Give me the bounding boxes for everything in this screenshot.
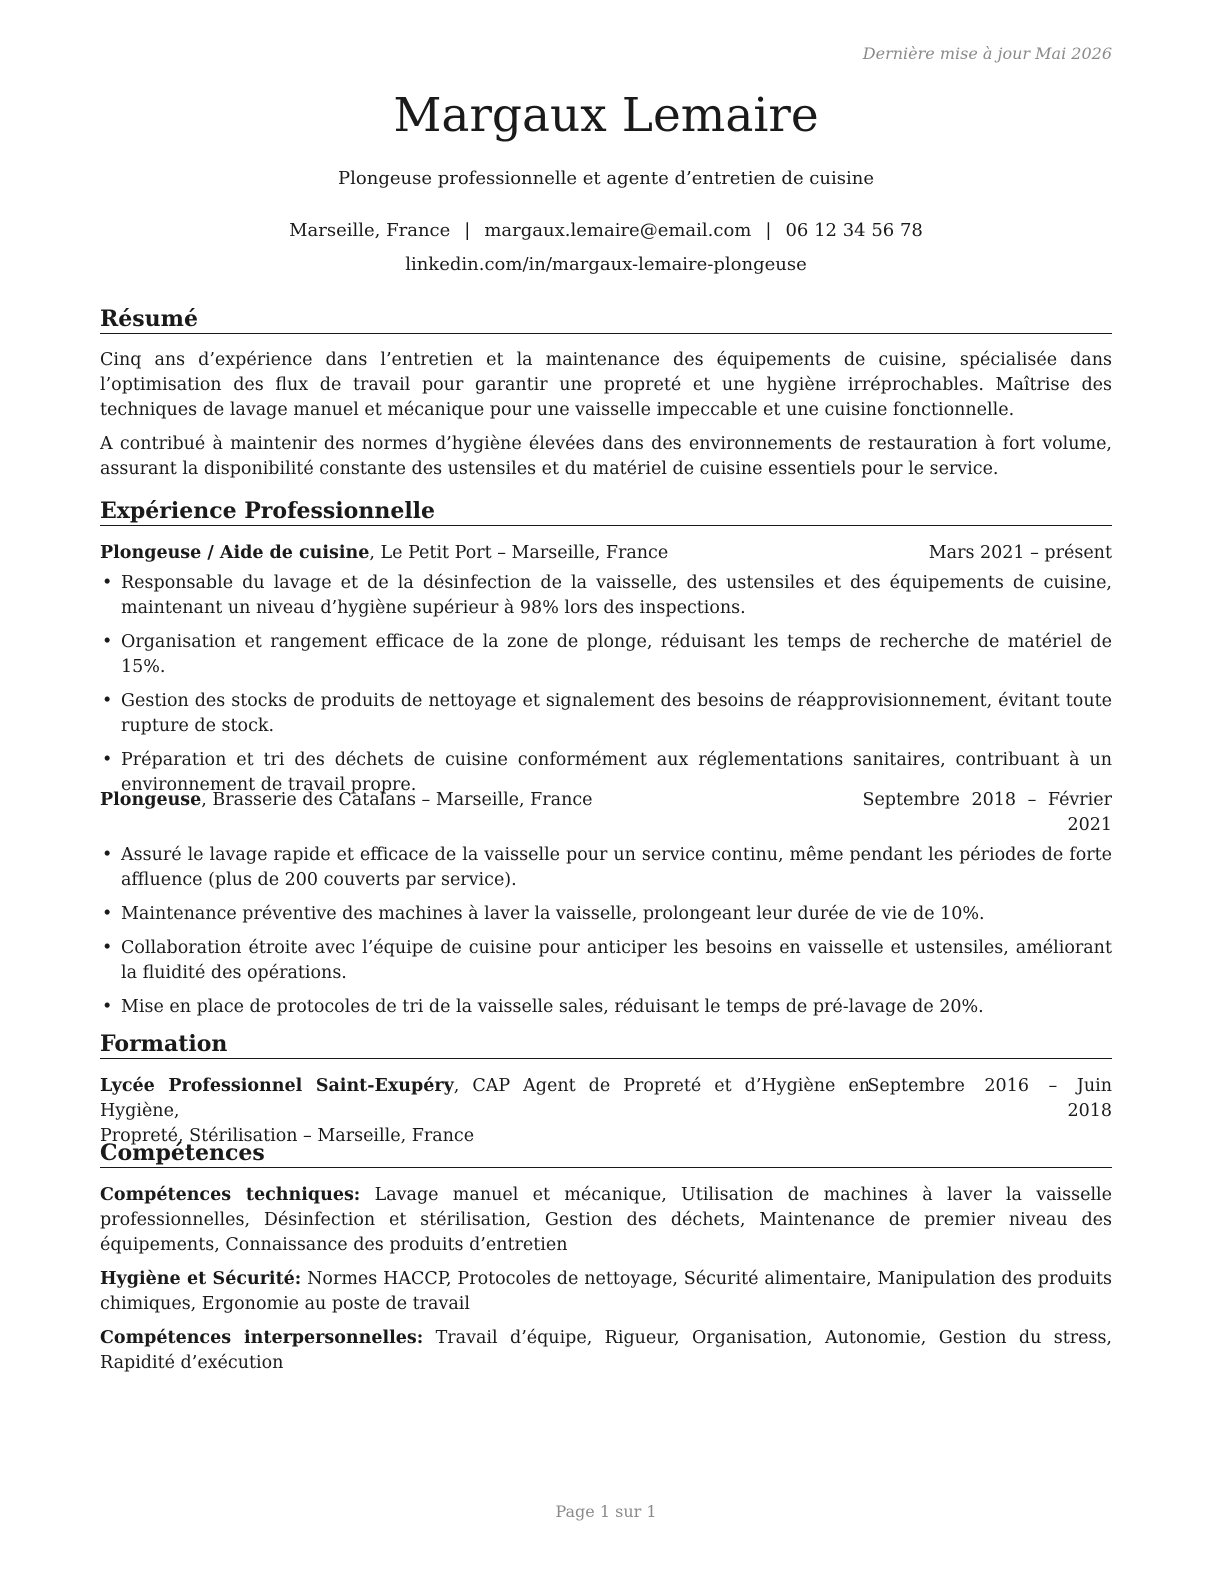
job-title-line — [100, 788, 593, 813]
skill-group — [100, 1267, 1112, 1317]
contact-separator: | — [464, 220, 471, 241]
phone-text: 06 12 34 56 78 — [785, 220, 923, 241]
skill-group — [100, 1326, 1112, 1376]
education-dates — [867, 1074, 1112, 1124]
job-bullets — [100, 571, 1112, 807]
list-item: • Assuré le lavage rapide et efficace de la vaisselle pour un service continu, même pendant les périodes de forte affluence (plus de 200 couverts par service). — [100, 843, 1112, 893]
list-item: • Préparation et tri des déchets de cuisine conformément aux réglementations sanitaires, contribuant à un environnement de travail propre. — [100, 748, 1112, 798]
education-entry — [100, 1074, 1112, 1146]
education-dates-line: Septembre 2016 – Juin — [867, 1076, 1112, 1096]
location-text: Marseille, France — [289, 220, 451, 241]
page-number: Page 1 sur 1 — [555, 1502, 657, 1521]
last-updated-note: Dernière mise à jour Mai 2026 — [862, 44, 1112, 63]
section-title-skills: Compétences — [100, 1140, 1112, 1168]
skill-label: Compétences techniques: — [100, 1185, 361, 1205]
job-company: , Le Petit Port – Marseille, France — [369, 543, 669, 563]
list-item: • Responsable du lavage et de la désinfection de la vaisselle, des ustensiles et des équipements de cuisine, maintenant un niveau d’hygiène supérieur à 98% lors des inspections. — [100, 571, 1112, 621]
job-role: Plongeuse — [100, 790, 202, 810]
education-text — [100, 1074, 870, 1149]
school-name: Lycée Professionnel Saint-Exupéry — [100, 1076, 454, 1096]
job-role: Plongeuse / Aide de cuisine — [100, 543, 370, 563]
job-company: , Brasserie des Catalans – Marseille, France — [201, 790, 593, 810]
job-dates: Mars 2021 – présent — [928, 543, 1112, 563]
skill-text: Normes HACCP, Protocoles de nettoyage, Sécurité alimentaire, Manipulation des produits chimiques, Ergonomie au poste de travail — [100, 1269, 1112, 1314]
job-dates-line: 2021 — [1067, 815, 1112, 835]
job-dates-line: Septembre 2018 – Février — [862, 790, 1112, 810]
linkedin-link[interactable]: linkedin.com/in/margaux-lemaire-plongeuse — [405, 254, 807, 275]
candidate-headline: Plongeuse professionnelle et agente d’entretien de cuisine — [338, 168, 874, 189]
email-link[interactable]: margaux.lemaire@email.com — [484, 220, 752, 241]
summary-paragraph: A contribué à maintenir des normes d’hygiène élevées dans des environnements de restauration à fort volume, assurant la disponibilité constante des ustensiles et du matériel de cuisine essentiels pour le service. — [100, 434, 1112, 479]
section-title-education: Formation — [100, 1031, 1112, 1059]
skill-label: Hygiène et Sécurité: — [100, 1269, 302, 1289]
job-bullets — [100, 843, 1112, 1029]
list-item: • Mise en place de protocoles de tri de la vaisselle sales, réduisant le temps de pré-lavage de 20%. — [100, 995, 1112, 1020]
job-dates — [862, 788, 1112, 838]
degree-text: , CAP Agent de Propreté et d’Hygiène en Hygiène, — [100, 1076, 870, 1121]
list-item: • Collaboration étroite avec l’équipe de cuisine pour anticiper les besoins en vaisselle et ustensiles, améliorant la fluidité des opérations. — [100, 936, 1112, 986]
resume-page — [100, 0, 1112, 1584]
job-title-line — [100, 541, 668, 566]
job-header — [100, 541, 1112, 566]
job-header — [100, 788, 1112, 838]
skill-text: Travail d’équipe, Rigueur, Organisation, Autonomie, Gestion du stress, Rapidité d’exécution — [100, 1328, 1112, 1373]
list-item: • Gestion des stocks de produits de nettoyage et signalement des besoins de réapprovisionnement, évitant toute rupture de stock. — [100, 689, 1112, 739]
skill-label: Compétences interpersonnelles: — [100, 1328, 424, 1348]
skill-text: Lavage manuel et mécanique, Utilisation de machines à laver la vaisselle professionnelles, Désinfection et stérilisation, Gestion des déchets, Maintenance de premier niveau des équipements, Connaissance des produits d’entretien — [100, 1185, 1112, 1255]
contact-line — [100, 220, 1112, 241]
summary-paragraph: Cinq ans d’expérience dans l’entretien et la maintenance des équipements de cuisine, spécialisée dans l’optimisation des flux de travail pour garantir une propreté et une hygiène irréprochables. Maîtrise des techniques de lavage manuel et mécanique pour une vaisselle impeccable et une cuisine fonctionnelle. — [100, 350, 1112, 420]
section-title-summary: Résumé — [100, 306, 1112, 334]
contact-separator: | — [765, 220, 772, 241]
list-item: • Organisation et rangement efficace de la zone de plonge, réduisant les temps de recherche de matériel de 15%. — [100, 630, 1112, 680]
skill-group — [100, 1183, 1112, 1258]
section-title-experience: Expérience Professionnelle — [100, 498, 1112, 526]
candidate-name: Margaux Lemaire — [393, 88, 819, 143]
list-item: • Maintenance préventive des machines à laver la vaisselle, prolongeant leur durée de vie de 10%. — [100, 902, 1112, 927]
education-dates-line: 2018 — [1067, 1101, 1112, 1121]
degree-text: Propreté, Stérilisation – Marseille, France — [100, 1126, 475, 1146]
